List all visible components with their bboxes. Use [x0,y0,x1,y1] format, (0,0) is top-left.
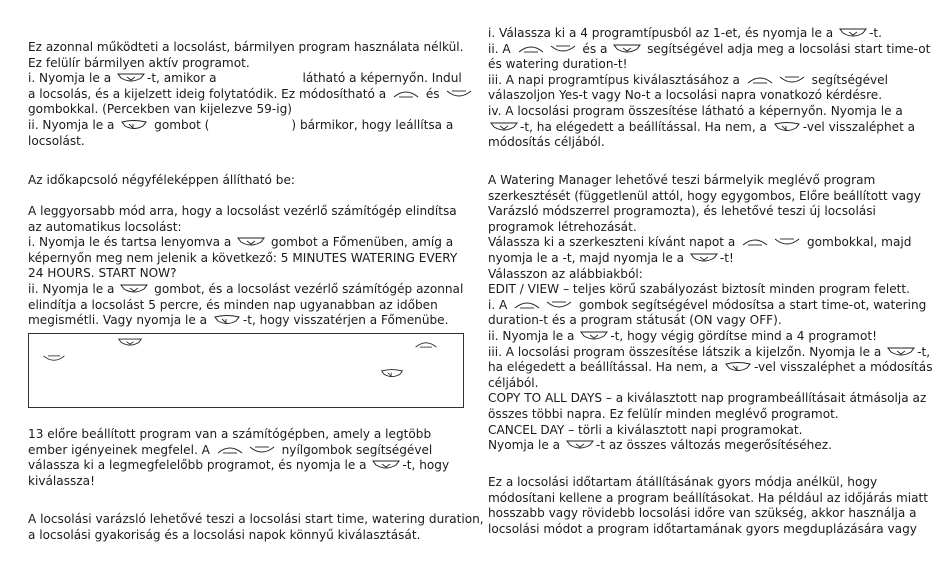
text-fragment: gombot a Főmenüben, amíg a [267,235,454,250]
text-line: Ez a locsolási időtartam átállításának gyors módja anélkül, hogy [488,475,878,489]
one-touch-section [28,204,466,329]
ok-button-icon [489,121,519,133]
text-line: módosítani kellene a program beállításokat. Ha például az időjárás miatt [488,490,929,505]
text-fragment: ) bármikor, hogy leállítsa a [291,117,454,132]
back-button-icon [119,119,149,131]
ok-button-icon [565,439,595,451]
ok-button-icon [612,43,642,55]
text-line: hosszabb vagy rövidebb locsolási időre van szükség, akkor használja a [488,506,917,521]
watering-manager-section [488,173,933,454]
up-arrow-button-icon [215,444,245,456]
ok-button-icon [838,27,868,39]
text-fragment: -vel visszaléphet a [802,119,916,134]
text-fragment: iii. A locsolási program összesítése látszik a kijelzőn. Nyomja le a [488,344,886,359]
wizard-steps-section [488,26,931,151]
text-fragment: nyílgombok segítségével [277,442,433,457]
down-arrow-button-icon [444,88,474,100]
up-arrow-button-icon [391,88,421,100]
text-line: Varázsló módszerrel programozta), és lehetővé teszi új locsolási [488,204,876,219]
text-fragment: -t, hogy visszatérjen a Főmenübe. [242,313,449,328]
ok-button-icon [236,236,266,248]
back-button-icon [212,314,242,326]
text-line: összes többi napra. Ez felülír minden meglévő programot. [488,406,839,421]
preset-programs-section [28,427,466,489]
text-fragment: -t, [917,344,931,359]
back-button-icon [772,121,802,133]
text-line: és watering duration-t! [488,57,628,72]
text-line: EDIT / VIEW – teljes körű szabályozást biztosít minden program felett. [488,282,910,297]
ok-button-icon [116,72,146,84]
text-fragment: -t, hogy végig gördítse mind a 4 programot! [610,328,877,343]
text-line: az automatikus locsolást: [28,219,182,234]
text-line: 13 előre beállított program van a számítógépben, amely a legtöbb [28,427,432,441]
text-fragment: ii. Nyomja le a [28,117,119,132]
text-fragment: -t, ha elégedett a beállítással. Ha nem, a [520,119,771,134]
ok-button-icon [579,330,609,342]
text-fragment: -t. [869,26,883,40]
text-line: CANCEL DAY – törli a kiválasztott napi programokat. [488,422,803,437]
down-arrow-button-icon [41,353,67,364]
text-line: képernyőn meg nem jelenik a következő: 5 MINUTES WATERING EVERY [28,250,458,265]
button-diagram-box [28,333,464,408]
text-fragment: megismétli. Vagy nyomja le a [28,313,211,328]
ok-button-icon [689,252,719,264]
text-fragment: nyomja le a -t, majd nyomja le a [488,250,688,265]
ok-button-icon [371,459,401,471]
text-line: locsolási módot a program időtartamának gyors megduplázására vagy [488,521,917,536]
text-line: Az időkapcsoló négyféleképpen állítható be: [28,173,295,187]
back-button-icon [723,361,753,373]
text-line: A Watering Manager lehetővé teszi bármelyik meglévő program [488,173,876,187]
text-fragment: -vel visszaléphet a módosítás [753,360,933,375]
manual-watering-section [28,40,466,149]
text-line: A locsolási varázsló lehetővé teszi a locsolási start time, watering duration, [28,512,484,526]
text-line: kiválassza! [28,473,95,488]
up-arrow-button-icon [740,236,770,248]
back-button-icon [379,368,405,379]
up-arrow-button-icon [516,43,546,55]
text-line: céljából. [488,375,539,390]
text-fragment: Válassza ki a szerkeszteni kívánt napot a [488,235,740,250]
down-arrow-button-icon [772,236,802,248]
text-line: Válasszon az alábbiakból: [488,266,643,281]
text-line: módosítás céljából. [488,135,605,150]
text-fragment: i. A [488,297,512,312]
text-fragment: válassza ki a legmegfelelőbb programot, és nyomja le a [28,458,371,473]
text-fragment: gombok segítségével módosítsa a start time-ot, watering [575,297,927,312]
text-fragment: i. Nyomja le és tartsa lenyomva a [28,235,236,250]
up-arrow-button-icon [512,299,542,311]
text-fragment: ii. Nyomja le a [488,328,579,343]
text-fragment: -t! [719,250,734,265]
timer-intro [28,173,466,189]
text-line: válaszoljon Yes-t vagy No-t a locsolási napra vonatkozó kérdésre. [488,88,883,103]
text-line: szerkesztését (függetlenül attól, hogy egygombos, Előre beállított vagy [488,188,921,203]
text-line: 24 HOURS. START NOW? [28,266,177,281]
text-fragment: ii. Nyomja le a [28,281,119,296]
text-line: duration-t és a program státusát (ON vagy OFF). [488,313,782,328]
text-line: locsolást. [28,133,85,148]
text-line: gombokkal. (Percekben van kijelezve 59-ig) [28,102,292,117]
text-line: programok létrehozását. [488,219,637,234]
text-fragment: gombot, és a locsolást vezérlő számítógép azonnal [150,281,464,296]
text-fragment: i. Válassza ki a 4 programtípusból az 1-et, és nyomja le a [488,26,838,40]
text-line: Ez azonnal működteti a locsolást, bármilyen program használata nélkül. [28,40,464,54]
text-fragment: i. Nyomja le a [28,71,115,86]
text-fragment: a locsolás, és a kijelzett ideig folytatódik. Ez módosítható a [28,86,390,101]
text-fragment: látható a képernyőn. Indul [302,71,462,86]
text-line: A leggyorsabb mód arra, hogy a locsolást vezérlő számítógép elindítsa [28,204,457,218]
text-fragment: -t az összes változás megerősítéséhez. [595,438,832,453]
text-fragment: gombot ( [150,117,210,132]
text-fragment: és [421,86,444,101]
text-line: iv. A locsolási program összesítése látható a képernyőn. Nyomja le a [488,103,903,118]
text-fragment: segítségével adja meg a locsolási start time-ot [643,41,931,56]
text-line: COPY TO ALL DAYS – a kiválasztott nap programbeállításait átmásolja az [488,391,927,406]
text-line: elindítja a locsolást 5 percre, és minden nap ugyanabban az időben [28,297,438,312]
down-arrow-button-icon [548,43,578,55]
ok-button-icon [117,337,143,348]
ok-button-icon [119,283,149,295]
text-fragment: és a [578,41,612,56]
down-arrow-button-icon [544,299,574,311]
text-fragment: ha elégedett a beállítással. Ha nem, a [488,360,722,375]
text-fragment: ii. A [488,41,515,56]
duration-adjust-section [488,475,929,537]
text-line: a locsolási gyakoriság és a locsolási napok könnyű kiválasztását. [28,527,421,542]
ok-button-icon [886,346,916,358]
text-fragment: Nyomja le a [488,438,564,453]
wizard-section [28,512,484,543]
text-fragment: -t, amikor a [146,71,217,86]
down-arrow-button-icon [777,74,807,86]
text-fragment: ember igényeinek megfelel. A [28,442,214,457]
up-arrow-button-icon [413,339,439,350]
text-line: Ez felülír bármilyen aktív programot. [28,55,250,70]
text-fragment: iii. A napi programtípus kiválasztásához a [488,72,744,87]
up-arrow-button-icon [745,74,775,86]
text-fragment: gombokkal, majd [803,235,912,250]
down-arrow-button-icon [247,444,277,456]
text-fragment: segítségével [807,72,888,87]
text-fragment: -t, hogy [402,458,450,473]
